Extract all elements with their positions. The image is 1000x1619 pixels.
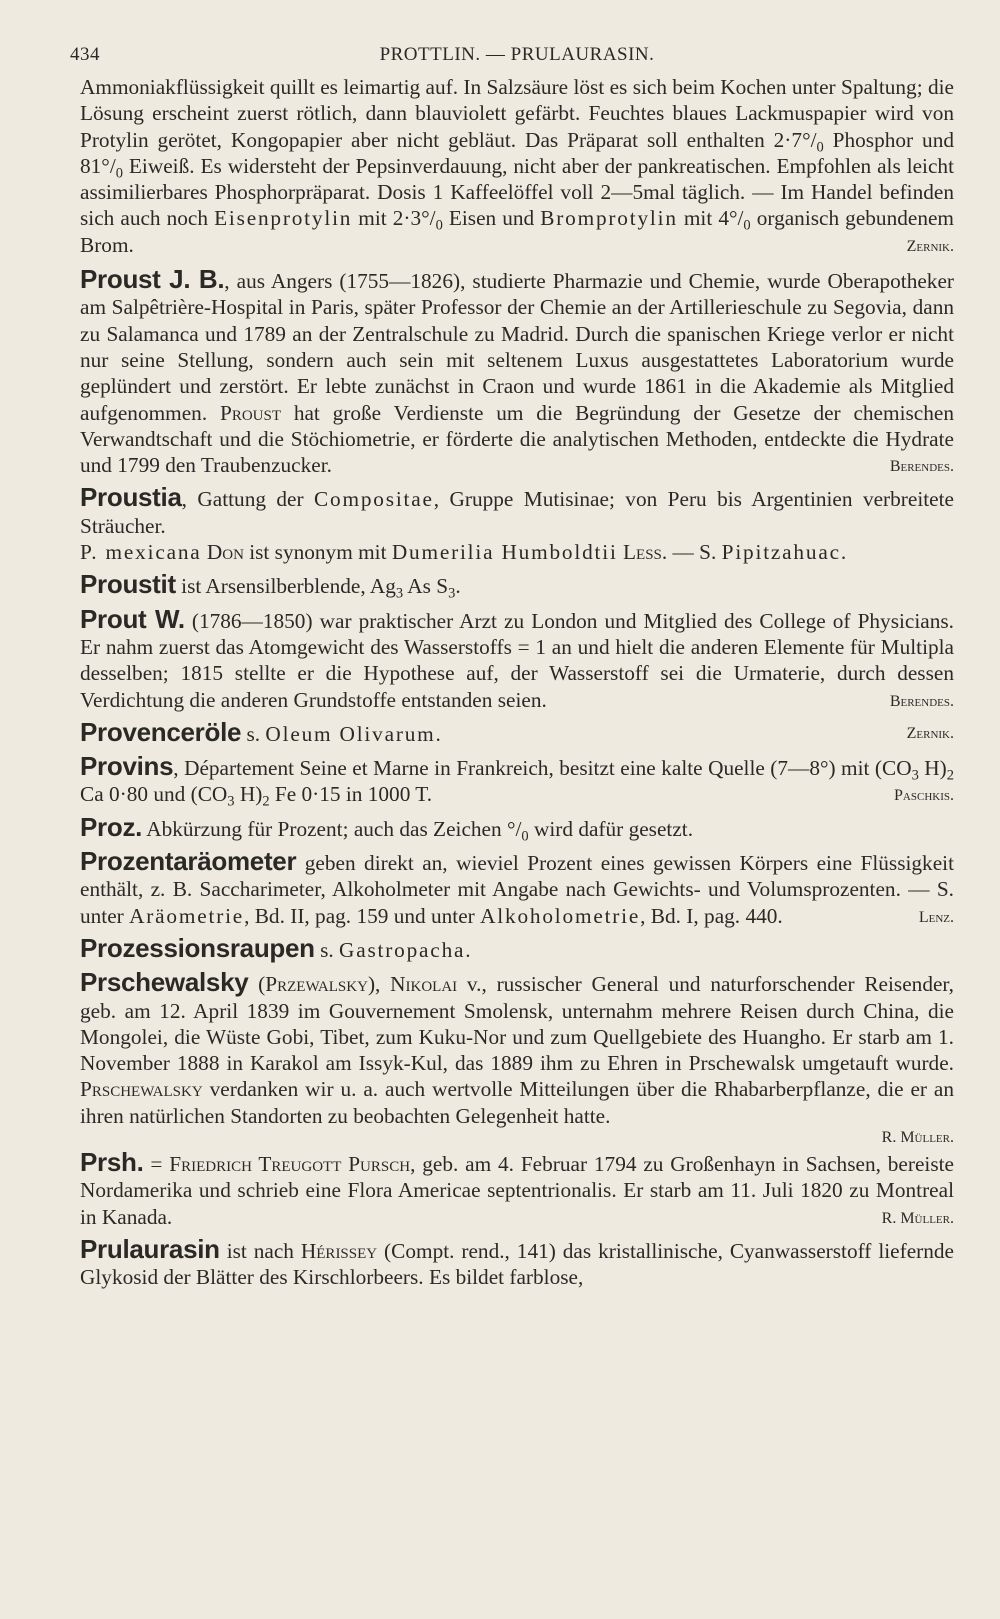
entry-prozentaraeometer: Prozentaräometer geben direkt an, wieviel Prozent eines gewissen Körpers eine Flüssigkeit enthält, z. B. Saccharimeter, Alkoholmeter mit Angabe nach Gewichts- und Volumsprozenten. — S. unter Aräometrie, Bd. II, pag. 159 und unter Alkoholometrie, Bd. I, pag. 440. Lenz. (80, 848, 954, 929)
entry-proustia: Proustia, Gattung der Compositae, Gruppe Mutisinae; von Peru bis Argentinien verbreitete Sträucher. P. mexicana Don ist synonym mit Dumerilia Humboldtii Less. — S. Pipitzahuac. (80, 482, 954, 565)
entry-proz: Proz. Abkürzung für Prozent; auch das Zeichen $^\circ/_0$ wird dafür gesetzt. (80, 811, 694, 845)
entry-prozessionsraupen: Prozessionsraupen s. Gastropacha. (80, 932, 471, 963)
headword-provenceroele: Provenceröle (80, 716, 242, 747)
headword-proustia: Proustia (80, 482, 182, 513)
entry-prout: Prout W. (1786—1850) war praktischer Arzt zu London und Mitglied des College of Physicians. Er nahm zuerst das Atomgewicht des Wasserstoffs = 1 an und hielt die anderen Elemente für Multipla desselben; 1815 stellte er die Hypothese auf, der Wasserstoff sei die Urmaterie, durch dessen Verdichtung die anderen Grundstoffe entstanden seien. Berendes. (80, 606, 954, 713)
entry-prschewalsky: Prschewalsky (Przewalsky), Nikolai v., russischer General und naturforschender Reisender, geb. am 12. April 1839 im Gouvernement Smolensk, unternahm mehrere Reisen durch China, die Mongolei, die Wüste Gobi, Tibet, zum Kuku-Nor und zum Quellgebiete des Huangho. Er starb am 1. November 1888 in Karakol am Issyk-Kul, das 1889 ihm zu Ehren in Prschewalsk umgetauft wurde. Prschewalsky verdanken wir u. a. auch wertvolle Mitteilungen über die Rhabarberpflanze, die er an ihren natürlichen Standorten zu beobachten Gelegenheit hatte. (80, 967, 954, 1128)
headword-proz: Proz. (80, 811, 143, 842)
headword-provins: Provins (80, 751, 174, 782)
headword-prsh: Prsh. (80, 1146, 144, 1177)
entry-provins: Provins, Département Seine et Marne in Frankreich, besitzt eine kalte Quelle (7—8°) mit ($CO_3$ $H)_2$ Ca 0·80 und ($CO_3$ $H)_2$ Fe 0·15 in 1000 T. Paschkis. (80, 751, 954, 810)
running-head (70, 38, 954, 68)
headword-proust: Proust J. B. (80, 264, 225, 295)
entry-proust: Proust J. B., aus Angers (1755—1826), studierte Pharmazie und Chemie, wurde Oberapotheker am Salpêtrière-Hospital in Paris, später Professor der Chemie an der Artillerieschule zu Segovia, dann zu Salamanca und 1789 an der Zentralschule zu Madrid. Durch die spanischen Kriege verlor er nicht nur seine Stellung, sondern auch sein mit seltenem Luxus ausgestattetes Laboratorium wurde geplündert und zerstört. Er lebte zunächst in Craon und wurde 1861 in die Akademie als Mitglied aufgenommen. Proust hat große Verdienste um die Begründung der Gesetze der chemischen Verwandtschaft und die Stöchiometrie, er förderte die analytischen Methoden, entdeckte die Hydrate und 1799 den Traubenzucker. Berendes. (80, 266, 954, 478)
headword-prout: Prout W. (80, 603, 185, 634)
signature-zernik: Zernik. (906, 237, 954, 255)
headword-prulaurasin: Prulaurasin (80, 1233, 220, 1264)
signature-r-mueller: R. Müller. (881, 1128, 954, 1146)
entry-protylin-continued: Ammoniakflüssigkeit quillt es leimartig auf. In Salzsäure löst es sich beim Kochen unter Spaltung; die Lösung erscheint zuerst rötlich, dann blauviolett gefärbt. Feuchtes blaues Lackmuspapier wird von Protylin gerötet, Kongopapier aber nicht gebläut. Das Präparat soll enthalten $2\cdot 7^\circ/_0$ Phosphor und $81^\circ/_0$ Eiweiß. Es widersteht der Pepsinverdauung, nicht aber der pankreatischen. Empfohlen als leicht assimilierbares Phosphorpräparat. Dosis 1 Kaffeelöffel voll 2—5mal täglich. — Im Handel befinden sich auch noch Eisenprotylin mit $2\cdot 3^\circ/_0$ Eisen und Bromprotylin mit $4^\circ/_0$ organisch gebundenem Brom. Zernik. (80, 74, 954, 258)
headword-prozessionsraupen: Prozessionsraupen (80, 932, 315, 963)
signature-berendes: Berendes. (889, 458, 954, 476)
signature-berendes: Berendes. (889, 692, 954, 710)
headword-prozentaraeometer: Prozentaräometer (80, 846, 297, 877)
page-number: 434 (70, 44, 100, 65)
headword-prschewalsky: Prschewalsky (80, 967, 249, 998)
signature-zernik: Zernik. (906, 724, 954, 742)
entry-provenceroele: Provenceröle s. Oleum Olivarum. Zernik. (80, 716, 954, 747)
signature-lenz: Lenz. (918, 908, 954, 926)
signature-paschkis: Paschkis. (894, 787, 954, 805)
entry-proustit: Proustit ist Arsensilberblende, $Ag_3$ As $S_3$. (80, 569, 461, 602)
headword-proustit: Proustit (80, 569, 176, 600)
entry-prulaurasin: Prulaurasin ist nach Hérissey (Compt. rend., 141) das kristallinische, Cyanwasserstoff liefernde Glykosid der Blätter des Kirschlorbeers. Es bildet farblose, (80, 1233, 954, 1290)
running-head-title: PROTTLIN. — PRULAURASIN. (379, 44, 655, 65)
entry-prsh: Prsh. = Friedrich Treugott Pursch, geb. am 4. Februar 1794 zu Großenhayn in Sachsen, bereiste Nordamerika und schrieb eine Flora Americae septentrionalis. Er starb am 11. Juli 1820 zu Montreal in Kanada. R. Müller. (80, 1149, 954, 1230)
signature-r-mueller: R. Müller. (881, 1209, 954, 1227)
